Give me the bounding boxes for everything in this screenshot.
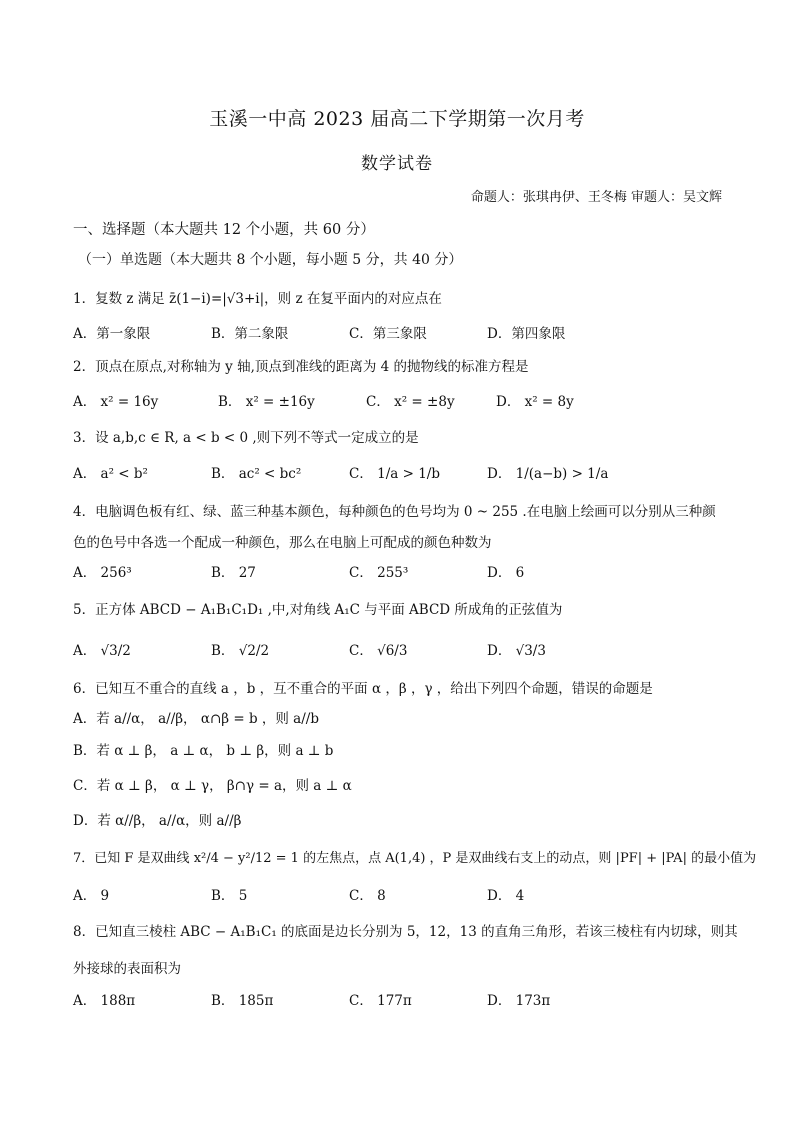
exam-subject: 数学试卷 [361, 154, 433, 174]
question-3-choice-b: B． ac² < bc² [211, 466, 302, 482]
question-2-stem: 2．顶点在原点,对称轴为 y 轴,顶点到准线的距离为 4 的抛物线的标准方程是 [73, 359, 529, 375]
question-2-choice-d: D． x² = 8y [496, 394, 574, 410]
question-4-choices [73, 561, 733, 581]
question-3-stem: 3．设 a,b,c ∈ R, a < b < 0 ,则下列不等式一定成立的是 [73, 430, 419, 446]
section-heading: 一、选择题（本大题共 12 个小题，共 60 分） [73, 222, 375, 238]
question-2-choice-a: A． x² = 16y [73, 394, 159, 410]
question-3-choice-d: D． 1/(a−b) > 1/a [487, 466, 609, 482]
section-subheading: （一）单选题（本大题共 8 个小题，每小题 5 分，共 40 分） [78, 252, 463, 268]
question-7-stem: 7．已知 F 是双曲线 x²/4 − y²/12 = 1 的左焦点，点 A(1,4) ，P 是双曲线右支上的动点，则 |PF| + |PA| 的最小值为 [73, 851, 757, 866]
question-2-choice-b: B． x² = ±16y [218, 394, 315, 410]
question-8-choice-c: C． 177π [349, 993, 412, 1009]
question-5-choice-d: D． √3/3 [487, 643, 546, 659]
question-7-choice-c: C． 8 [349, 888, 386, 904]
question-6-option-b: B．若 α ⊥ β， a ⊥ α， b ⊥ β，则 a ⊥ b [73, 743, 334, 759]
exam-authors: 命题人：张琪冉伊、王冬梅 审题人：吴文辉 [470, 190, 722, 205]
question-8-stem-line-1: 8．已知直三棱柱 ABC − A₁B₁C₁ 的底面是边长分别为 5，12，13 的直角三角形，若该三棱柱有内切球，则其 [73, 924, 738, 940]
question-5-choice-c: C． √6/3 [349, 643, 408, 659]
question-1-choice-d: D．第四象限 [487, 326, 566, 342]
question-2-choices [73, 390, 733, 410]
question-7-choice-a: A． 9 [73, 888, 110, 904]
question-7-choice-b: B． 5 [211, 888, 248, 904]
question-1-choice-a: A．第一象限 [73, 326, 151, 342]
question-7-choices [73, 884, 733, 904]
question-4-choice-d: D． 6 [487, 565, 525, 581]
question-8-choice-a: A． 188π [73, 993, 136, 1009]
exam-title: 玉溪一中高 2023 届高二下学期第一次月考 [209, 108, 585, 130]
question-6-stem: 6．已知互不重合的直线 a ，b ，互不重合的平面 α ，β ，γ ，给出下列四个命题，错误的命题是 [73, 681, 653, 697]
question-3-choice-a: A． a² < b² [73, 466, 148, 482]
question-5-choice-b: B． √2/2 [211, 643, 270, 659]
question-4-choice-a: A． 256³ [73, 565, 132, 581]
question-8-choices [73, 989, 733, 1009]
question-6-option-d: D．若 α//β， a//α，则 a//β [73, 813, 242, 829]
question-8-choice-d: D． 173π [487, 993, 551, 1009]
question-5-stem: 5．正方体 ABCD − A₁B₁C₁D₁ ,中,对角线 A₁C 与平面 ABCD 所成角的正弦值为 [73, 602, 563, 618]
question-1-choices [73, 322, 733, 342]
question-3-choices [73, 462, 733, 482]
question-8-stem-line-2: 外接球的表面积为 [73, 961, 181, 977]
question-4-choice-c: C． 255³ [349, 565, 409, 581]
question-1-choice-b: B．第二象限 [211, 326, 289, 342]
question-7-choice-d: D． 4 [487, 888, 525, 904]
question-5-choice-a: A． √3/2 [73, 643, 131, 659]
question-4-stem-line-1: 4．电脑调色板有红、绿、蓝三种基本颜色，每种颜色的色号均为 0 ~ 255 .在电脑上绘画可以分别从三种颜 [73, 504, 716, 520]
question-1-choice-c: C．第三象限 [349, 326, 427, 342]
question-4-choice-b: B． 27 [211, 565, 256, 581]
question-5-choices [73, 639, 733, 659]
question-3-choice-c: C． 1/a > 1/b [349, 466, 440, 482]
question-1-stem: 1．复数 z 满足 z̄(1−i)=|√3+i|，则 z 在复平面内的对应点在 [73, 291, 442, 307]
question-4-stem-line-2: 色的色号中各选一个配成一种颜色，那么在电脑上可配成的颜色种数为 [73, 535, 492, 551]
question-8-choice-b: B． 185π [211, 993, 274, 1009]
question-6-option-c: C．若 α ⊥ β， α ⊥ γ， β∩γ = a，则 a ⊥ α [73, 778, 352, 794]
question-6-option-a: A．若 a//α， a//β， α∩β = b ，则 a//b [73, 711, 319, 727]
question-2-choice-c: C． x² = ±8y [366, 394, 455, 410]
